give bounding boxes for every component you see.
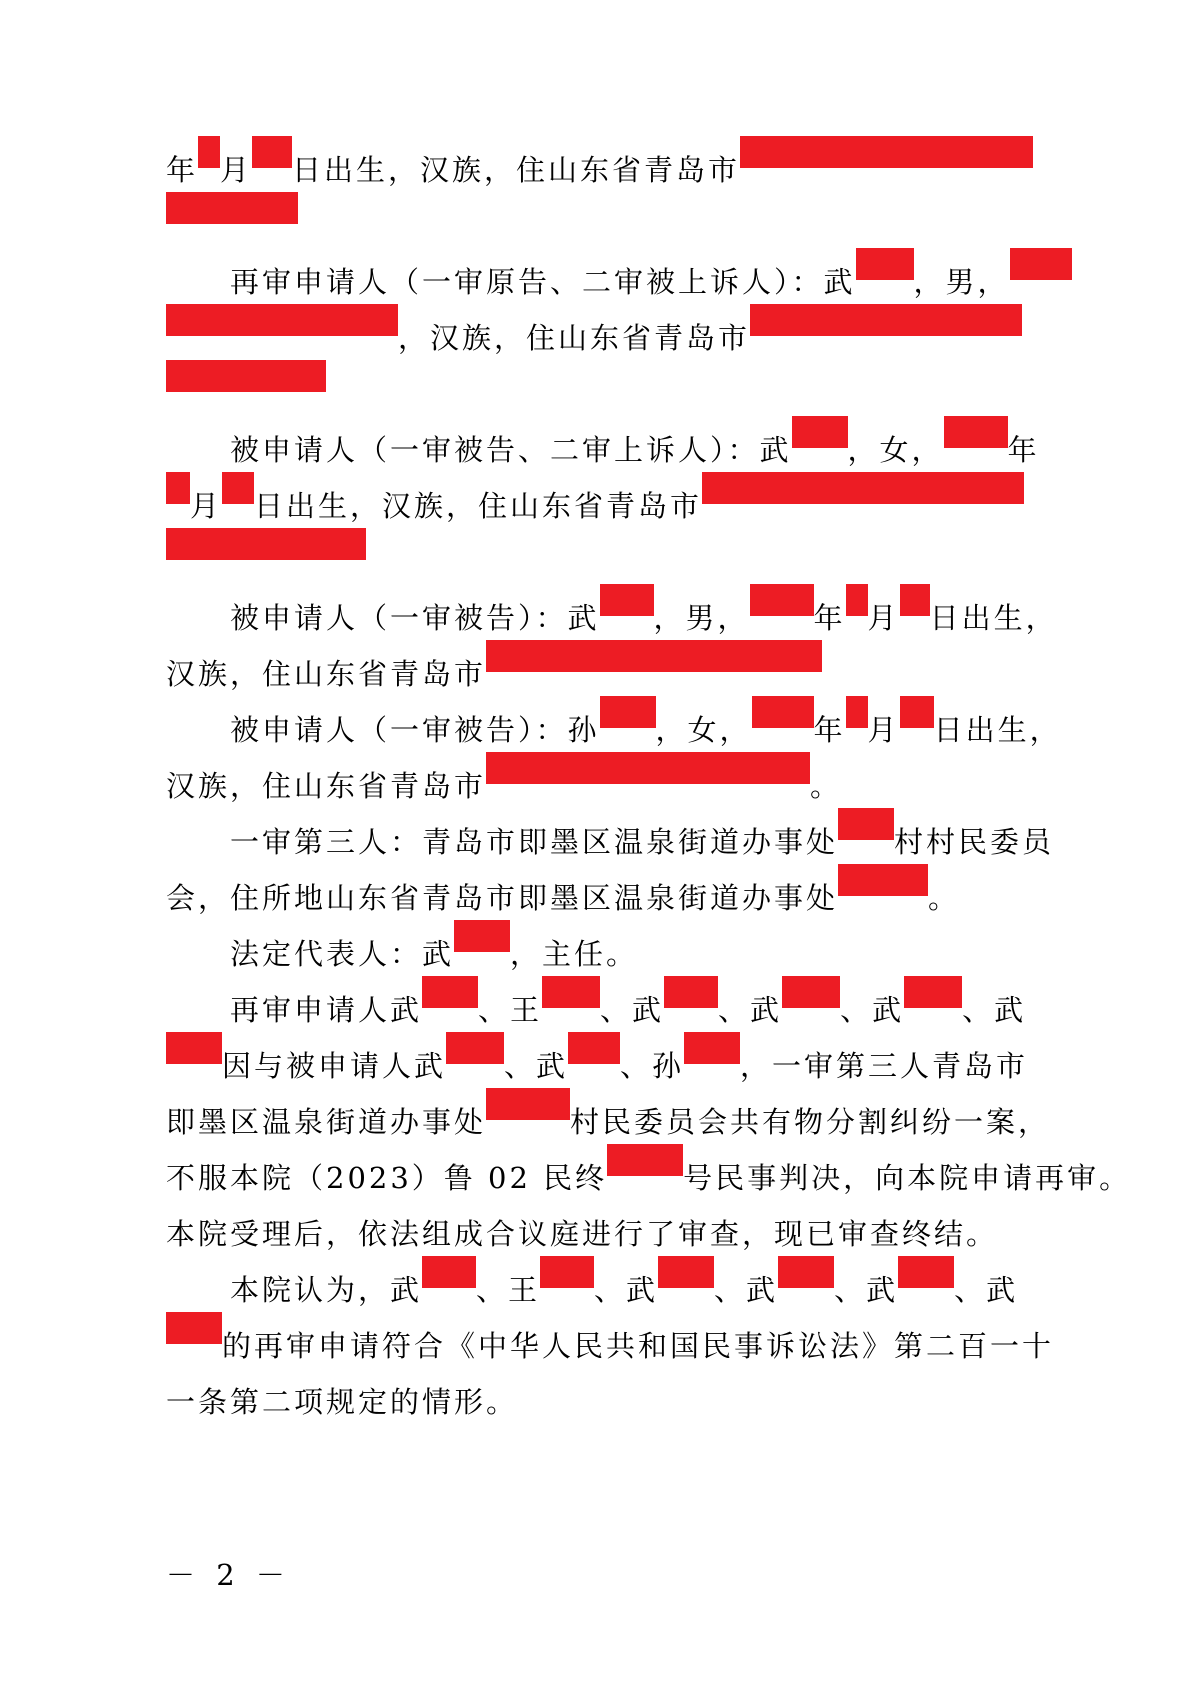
text-segment: 被申请人（一审被告）：武 bbox=[230, 601, 600, 635]
text-line bbox=[166, 1092, 1066, 1152]
text-segment: 、武 bbox=[504, 1049, 569, 1083]
redaction-box bbox=[486, 752, 810, 784]
text-segment: 年 bbox=[813, 713, 846, 747]
text-segment: 。 bbox=[928, 881, 961, 915]
redaction-box bbox=[740, 136, 1033, 168]
text-segment: 日出生，汉族，住山东省青岛市 bbox=[292, 153, 741, 187]
redaction-box bbox=[904, 976, 962, 1008]
text-segment: 汉族，住山东省青岛市 bbox=[166, 657, 487, 691]
redaction-box bbox=[540, 1256, 594, 1288]
text-line bbox=[230, 1260, 1130, 1320]
text-line bbox=[230, 924, 1130, 984]
text-segment: 年 bbox=[1007, 433, 1040, 467]
text-segment: 、武 bbox=[714, 1273, 779, 1307]
redaction-box bbox=[684, 1032, 740, 1064]
text-line bbox=[230, 252, 1130, 312]
redaction-box bbox=[422, 1256, 476, 1288]
redaction-box bbox=[542, 976, 600, 1008]
text-segment: 一审第三人：青岛市即墨区温泉街道办事处 bbox=[230, 825, 839, 859]
text-line bbox=[166, 1204, 1066, 1264]
text-segment: 号民事判决，向本院申请再审。 bbox=[683, 1161, 1132, 1195]
text-segment: ，女， bbox=[655, 713, 752, 747]
text-segment: 法定代表人：武 bbox=[230, 937, 455, 971]
text-segment: 再审申请人（一审原告、二审被上诉人）：武 bbox=[230, 265, 856, 299]
redaction-box bbox=[568, 1032, 620, 1064]
text-line bbox=[230, 700, 1130, 760]
text-segment: 月 bbox=[867, 601, 900, 635]
redaction-box bbox=[752, 696, 814, 728]
text-segment: 会，住所地山东省青岛市即墨区温泉街道办事处 bbox=[166, 881, 839, 915]
text-segment: ，主任。 bbox=[510, 937, 639, 971]
redaction-box bbox=[846, 584, 868, 616]
redaction-box bbox=[750, 304, 1022, 336]
text-segment: 日出生， bbox=[933, 713, 1062, 747]
text-line bbox=[166, 644, 1066, 704]
redaction-box bbox=[600, 696, 656, 728]
redaction-box bbox=[658, 1256, 714, 1288]
text-segment: 本院认为，武 bbox=[230, 1273, 423, 1307]
text-segment: 、武 bbox=[600, 993, 665, 1027]
redaction-box bbox=[944, 416, 1008, 448]
redaction-box bbox=[856, 248, 914, 280]
redaction-box bbox=[166, 304, 398, 336]
text-segment: ，一审第三人青岛市 bbox=[740, 1049, 1029, 1083]
text-line bbox=[166, 476, 1066, 536]
redaction-box bbox=[166, 1032, 222, 1064]
text-line bbox=[230, 420, 1130, 480]
text-segment: 再审申请人武 bbox=[230, 993, 423, 1027]
text-segment: 年 bbox=[813, 601, 846, 635]
text-segment: ，汉族，住山东省青岛市 bbox=[398, 321, 751, 355]
text-segment: 、王 bbox=[478, 993, 543, 1027]
redaction-box bbox=[198, 136, 220, 168]
redaction-box bbox=[792, 416, 848, 448]
text-segment: 月 bbox=[220, 153, 253, 187]
redaction-box bbox=[166, 1312, 222, 1344]
text-line bbox=[230, 588, 1130, 648]
text-line bbox=[166, 756, 1066, 816]
text-segment: 的再审申请符合《中华人民共和国民事诉讼法》第二百一十 bbox=[222, 1329, 1055, 1363]
redaction-box bbox=[446, 1032, 504, 1064]
redaction-box bbox=[600, 584, 654, 616]
text-line bbox=[166, 1316, 1066, 1376]
text-segment: 不服本院（2023）鲁 02 民终 bbox=[166, 1161, 608, 1195]
text-segment: 、孙 bbox=[620, 1049, 685, 1083]
redaction-box bbox=[900, 696, 934, 728]
text-line bbox=[166, 868, 1066, 928]
redaction-box bbox=[702, 472, 1024, 504]
text-segment: 、武 bbox=[834, 1273, 899, 1307]
redaction-box bbox=[846, 696, 868, 728]
text-segment: 年 bbox=[166, 153, 199, 187]
redaction-box bbox=[782, 976, 840, 1008]
text-segment: ，男， bbox=[913, 265, 1010, 299]
redaction-box bbox=[664, 976, 718, 1008]
text-line bbox=[230, 980, 1130, 1040]
text-segment: ，女， bbox=[847, 433, 944, 467]
text-line bbox=[166, 1036, 1066, 1096]
redaction-box bbox=[454, 920, 510, 952]
text-line bbox=[230, 812, 1130, 872]
text-segment: 村村民委员 bbox=[894, 825, 1055, 859]
text-segment: ，男， bbox=[653, 601, 750, 635]
text-line bbox=[166, 1372, 1066, 1432]
text-line bbox=[166, 1148, 1132, 1208]
redaction-box bbox=[422, 976, 478, 1008]
text-segment: 、武 bbox=[594, 1273, 659, 1307]
redaction-box bbox=[898, 1256, 954, 1288]
redaction-box bbox=[222, 472, 254, 504]
text-segment: 本院受理后，依法组成合议庭进行了审查，现已审查终结。 bbox=[166, 1217, 999, 1251]
text-line bbox=[166, 532, 1066, 592]
redaction-box bbox=[486, 1088, 570, 1120]
text-segment: 月 bbox=[867, 713, 900, 747]
text-segment: 即墨区温泉街道办事处 bbox=[166, 1105, 487, 1139]
text-segment: 因与被申请人武 bbox=[222, 1049, 447, 1083]
text-segment: 被申请人（一审被告）：孙 bbox=[230, 713, 600, 747]
redaction-box bbox=[166, 528, 366, 560]
text-segment: 。 bbox=[810, 769, 843, 803]
text-line bbox=[166, 308, 1066, 368]
text-line bbox=[166, 140, 1066, 200]
redaction-box bbox=[166, 192, 298, 224]
text-segment: 、王 bbox=[476, 1273, 541, 1307]
text-line bbox=[166, 364, 1066, 424]
text-segment: 日出生，汉族，住山东省青岛市 bbox=[254, 489, 703, 523]
redaction-box bbox=[166, 472, 190, 504]
text-segment: 、武 bbox=[718, 993, 783, 1027]
redaction-box bbox=[252, 136, 292, 168]
text-line bbox=[166, 196, 1066, 256]
redaction-box bbox=[750, 584, 814, 616]
redaction-box bbox=[778, 1256, 834, 1288]
text-segment: 一条第二项规定的情形。 bbox=[166, 1385, 519, 1419]
text-segment: 、武 bbox=[954, 1273, 1019, 1307]
text-segment: 汉族，住山东省青岛市 bbox=[166, 769, 487, 803]
page-number: － 2 － bbox=[166, 1558, 291, 1592]
redaction-box bbox=[166, 360, 326, 392]
redaction-box bbox=[838, 864, 928, 896]
text-segment: 、武 bbox=[840, 993, 905, 1027]
redaction-box bbox=[1010, 248, 1072, 280]
text-segment: 日出生， bbox=[929, 601, 1058, 635]
text-segment: 、武 bbox=[962, 993, 1027, 1027]
redaction-box bbox=[607, 1144, 683, 1176]
redaction-box bbox=[900, 584, 930, 616]
redaction-box bbox=[486, 640, 822, 672]
text-segment: 村民委员会共有物分割纠纷一案， bbox=[570, 1105, 1051, 1139]
redaction-box bbox=[838, 808, 894, 840]
text-segment: 月 bbox=[190, 489, 223, 523]
text-segment: 被申请人（一审被告、二审上诉人）：武 bbox=[230, 433, 792, 467]
